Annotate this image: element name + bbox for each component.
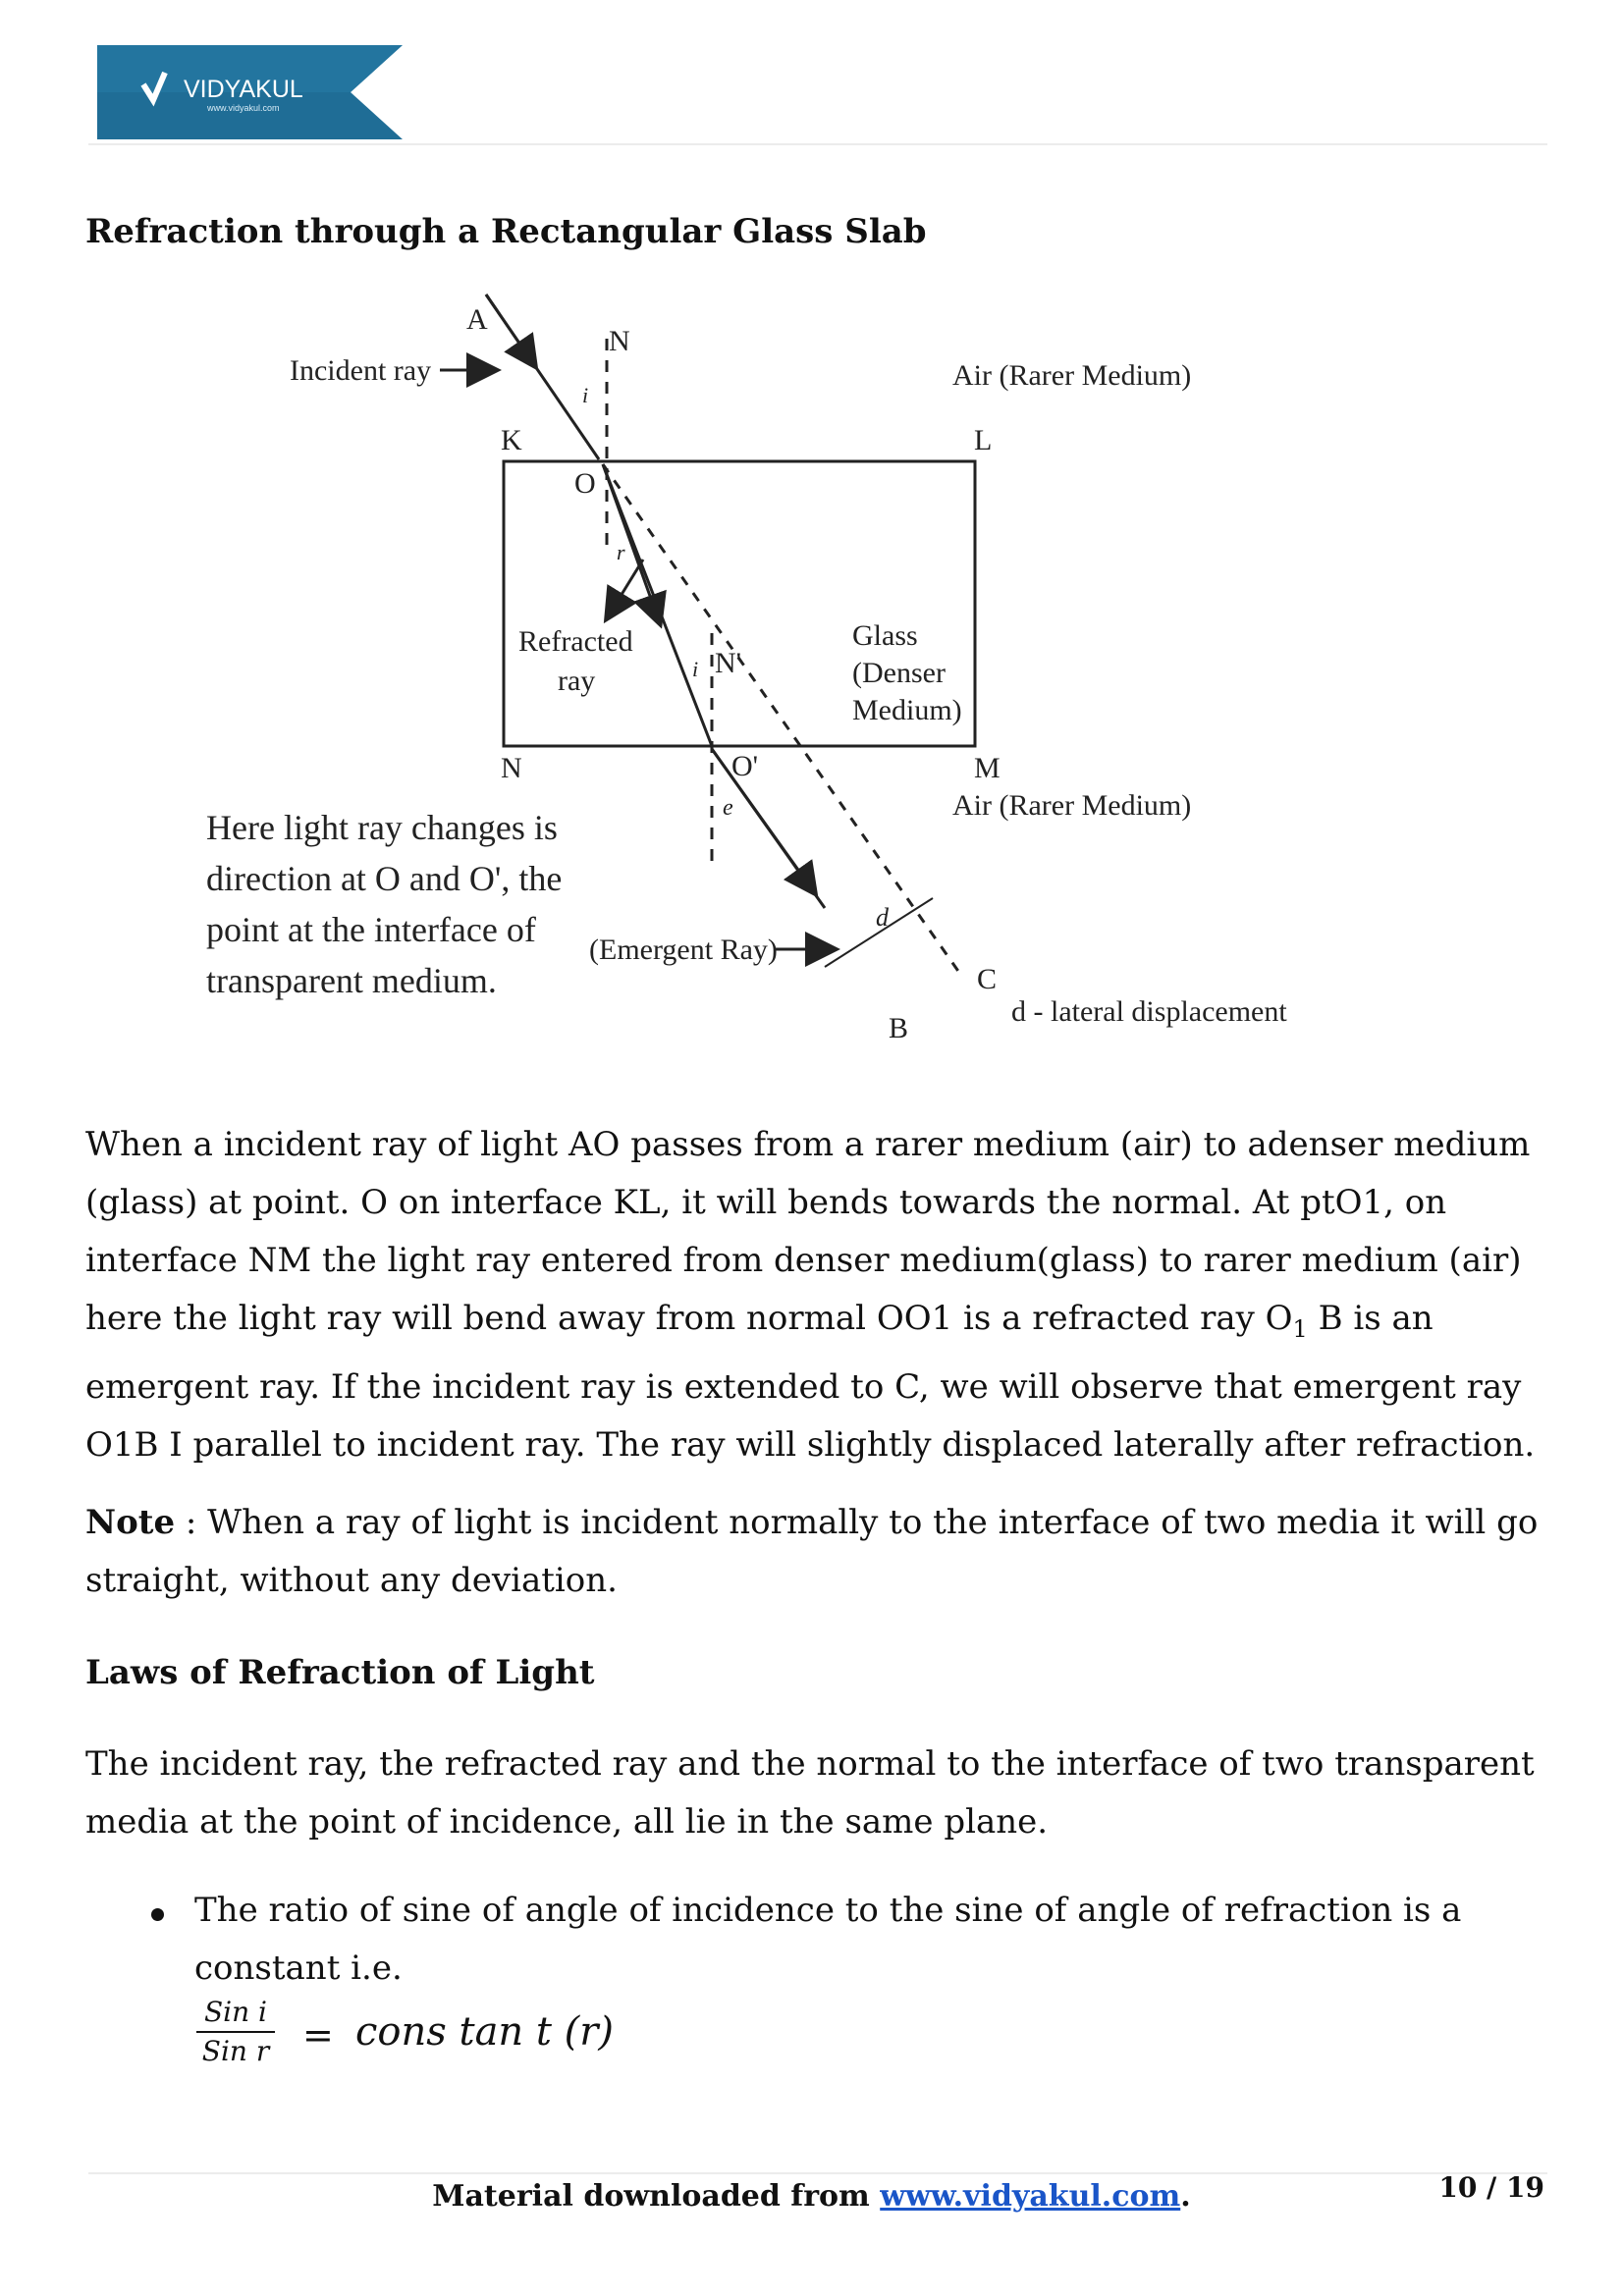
section-title-glass-slab: Refraction through a Rectangular Glass Slab xyxy=(85,212,927,251)
label-r1: r xyxy=(617,540,625,564)
label-M: M xyxy=(974,752,1001,784)
formula-equals: = xyxy=(302,2013,334,2056)
vidyakul-logo[interactable] xyxy=(97,45,403,139)
bullet-snell-law: The ratio of sine of angle of incidence to the sine of angle of refraction is a constant i.e. xyxy=(194,1891,1462,1988)
footer-link[interactable]: www.vidyakul.com xyxy=(880,2179,1181,2214)
label-glass: Glass xyxy=(852,619,918,652)
header-divider xyxy=(88,143,1547,145)
note-line-2: direction at O and O', the xyxy=(206,859,563,898)
formula-rhs: cons tan t (r) xyxy=(355,2009,615,2055)
label-K: K xyxy=(501,424,522,456)
page-number: 10 / 19 xyxy=(1438,2171,1544,2204)
footer-divider xyxy=(88,2172,1547,2174)
label-i2: i xyxy=(692,657,699,681)
label-incident-ray: Incident ray xyxy=(290,354,432,387)
label-i1: i xyxy=(582,383,589,407)
label-emergent-ray: (Emergent Ray) xyxy=(589,934,778,966)
label-air-bottom: Air (Rarer Medium) xyxy=(952,789,1192,822)
logo-url: www.vidyakul.com xyxy=(207,103,280,113)
note-line-4: transparent medium. xyxy=(206,961,497,1000)
note-line-3: point at the interface of xyxy=(206,910,536,949)
formula-fraction xyxy=(196,1996,275,2068)
glass-slab-diagram xyxy=(196,280,1325,1065)
label-d: d xyxy=(876,903,889,932)
logo-text: VIDYAKUL xyxy=(184,76,303,103)
label-e: e xyxy=(723,795,733,821)
paragraph-laws-first: The incident ray, the refracted ray and the normal to the interface of two transparent media at the point of incidence, all lie in the same plane. xyxy=(85,1744,1535,1842)
note-paragraph: Note : When a ray of light is incident normally to the interface of two media it will go straight, without any deviation. xyxy=(85,1503,1539,1600)
footer: Material downloaded from www.vidyakul.com. xyxy=(432,2179,1191,2214)
label-refracted: Refracted xyxy=(518,625,633,658)
label-A: A xyxy=(466,303,488,336)
label-O: O xyxy=(574,467,596,500)
label-N-prime: N' xyxy=(715,647,742,679)
label-refracted-ray: ray xyxy=(558,665,596,697)
note-label: Note xyxy=(85,1503,176,1542)
section-title-laws: Laws of Refraction of Light xyxy=(85,1653,595,1692)
label-C: C xyxy=(977,963,998,995)
paragraph-refraction-explanation: When a incident ray of light AO passes from a rarer medium (air) to adenser medium (glass) at point. O on interface KL, it will bends towards the normal. At ptO1, on interface NM the light ray entered from denser medium(glass) to rarer medium (air) here the light ray will bend away from normal OO1 is a refracted ray $O_1$ B is an emergent ray. If the incident ray is extended to C, we will observe that emergent ray O1B I parallel to incident ray. The ray will slightly displaced laterally after refraction. xyxy=(85,1125,1536,1465)
label-N-top: N xyxy=(609,325,630,357)
label-L: L xyxy=(974,424,993,456)
label-lateral-displacement: d - lateral displacement xyxy=(1011,995,1287,1028)
label-air-top: Air (Rarer Medium) xyxy=(952,359,1192,392)
footer-prefix: Material downloaded from xyxy=(432,2179,881,2214)
formula-numerator: Sin i xyxy=(203,1996,268,2028)
label-N-bottom: N xyxy=(501,752,522,784)
note-line-1: Here light ray changes is xyxy=(206,808,558,847)
label-O-prime: O' xyxy=(731,750,759,782)
bullet-icon xyxy=(151,1908,164,1921)
label-medium: Medium) xyxy=(852,694,962,726)
label-denser: (Denser xyxy=(852,657,946,689)
label-B: B xyxy=(889,1012,909,1044)
formula-denominator: Sin r xyxy=(201,2035,270,2067)
